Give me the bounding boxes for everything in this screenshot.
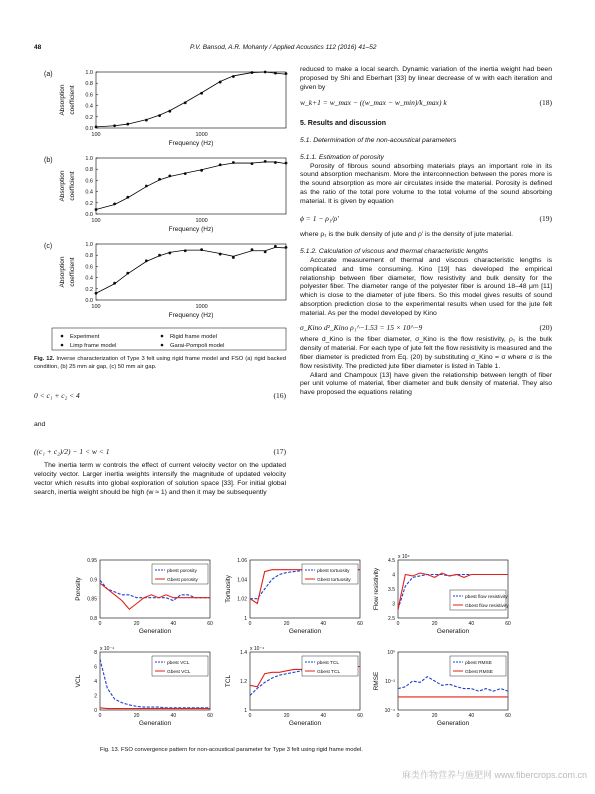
y-tick-label: 0.6 — [85, 264, 93, 271]
paragraph-inertia: The inertia term w controls the effect of current velocity vector on the updated velocity vector. Larger inertia weights intensify the magnitude of updated velocity vector which results into global exploration of solution space [33]. For initial global search, inertia weight should be high (w ≈ 1) and then it may be subsequently — [34, 462, 286, 496]
fig13-panel-0 — [75, 558, 213, 635]
panel-label: (a) — [44, 71, 53, 78]
x-tick-label: 0 — [248, 621, 252, 627]
x-tick-label: 0 — [396, 713, 400, 719]
series-rigid-frame — [96, 247, 286, 293]
y-axis-label: coefficient — [69, 171, 76, 201]
figure-13-svg — [70, 550, 520, 742]
x-tick-label: 40 — [320, 621, 327, 627]
legend-item: pbest tortuosity — [317, 569, 350, 574]
y-axis-label: TCL — [225, 674, 232, 688]
y-tick-label: 0.0 — [85, 126, 93, 132]
x-axis-label: Generation — [288, 628, 322, 635]
y-axis-label: VCL — [75, 674, 82, 688]
x-tick-label: 60 — [505, 713, 511, 719]
section-5-heading: 5. Results and discussion — [300, 120, 386, 128]
right-column — [300, 66, 552, 398]
legend-marker — [161, 335, 164, 338]
x-tick-label: 0 — [396, 621, 400, 627]
paragraph-porosity: Porosity of fibrous sound absorbing materials plays an important role in its sound absorption mechanism. More the interconnection between the pores more is the sound absorption as more air circulates inside the material. Porosity is defined as the ratio of the total pore volume to the total volume of the sound absorbing material. It is given by equation — [300, 162, 552, 205]
x-tick-label: 20 — [431, 621, 438, 627]
x-tick-label: 40 — [468, 621, 475, 627]
y-tick-label: 0.9 — [90, 577, 97, 584]
x-tick-label: 60 — [357, 621, 363, 627]
legend-item: Limp frame model — [70, 343, 117, 349]
figure-12-caption — [34, 356, 286, 371]
y-tick-label: 0.85 — [87, 596, 97, 603]
y-tick-label: 6 — [94, 664, 97, 671]
y-tick-label: 0.95 — [87, 558, 97, 564]
y-tick-label: 0.8 — [85, 253, 93, 260]
legend-item: Gbest RMSE — [465, 670, 493, 675]
equation-16: 0 < c₁ + c₂ < 4 (16) — [34, 391, 286, 400]
x-tick-label: 40 — [320, 713, 327, 719]
y-tick-label: 1.0 — [85, 156, 93, 162]
x-tick-label: 0 — [98, 713, 102, 719]
y-axis-label: Tortuosity — [225, 575, 232, 603]
equation-17: ((c₁ + c₂)/2) − 1 < w < 1 (17) — [34, 446, 286, 456]
exponent-label: x 10⁻⁴ — [250, 646, 265, 652]
legend-item: Gbest porosity — [167, 578, 198, 583]
legend-item: Rigid frame model — [170, 334, 218, 340]
fig12-panel-0 — [44, 70, 287, 147]
text-and: and — [34, 420, 46, 428]
figure-12-svg — [34, 62, 290, 352]
plot-frame — [96, 158, 286, 214]
figure-12-caption-label: Fig. 12. — [34, 356, 55, 362]
x-tick-label: 100 — [91, 304, 101, 310]
y-tick-label: 0.8 — [90, 616, 97, 622]
paragraph-density: where ρ₁ is the bulk density of jute and ρ′ is the density of jute material. — [300, 231, 514, 239]
x-tick-label: 20 — [283, 713, 290, 719]
page-number: 48 — [34, 44, 42, 51]
legend-item: pbest TCL — [317, 661, 340, 666]
fig13-panel-2 — [373, 554, 511, 635]
x-tick-label: 20 — [283, 621, 290, 627]
y-tick-label: 1.04 — [237, 577, 247, 584]
panel-label: (c) — [44, 243, 53, 250]
y-tick-label: 10⁻⁴ — [384, 708, 395, 714]
x-tick-label: 1000 — [195, 304, 208, 310]
x-axis-label: Generation — [436, 720, 470, 727]
data-point-experiment — [184, 249, 187, 252]
y-axis-label: Absorption — [59, 256, 66, 288]
paragraph-kino: Accurate measurement of thermal and viscous characteristic lengths is complicated and time consuming. Kino [19] has developed the empirical relationship between fiber diameter, flow resistivity and bulk density for the polyester fiber. The diameter range of the polyester fiber is around 18–48 μm [11] which is close to the diameter of jute fibers. So this model gives results of sound absorption prediction close to the experimental results when used for the jute felt material. As per the model developed by Kino — [300, 256, 552, 317]
x-tick-label: 60 — [505, 621, 511, 627]
x-tick-label: 60 — [357, 713, 363, 719]
y-tick-label: 4 — [392, 572, 395, 579]
x-tick-label: 60 — [207, 621, 213, 627]
x-tick-label: 20 — [431, 713, 438, 719]
y-tick-label: 0.6 — [85, 178, 93, 185]
fig13-panel-4 — [225, 646, 363, 727]
legend-item: pbest flow resistivity — [465, 595, 508, 600]
legend-item: Experiment — [70, 334, 100, 340]
y-tick-label: 0.4 — [85, 189, 93, 196]
figure-12-caption-text: Inverse characterization of Type 3 felt using rigid frame model and FSO (a) rigid backed condition, (b) 25 mm air gap, (c) 50 mm air gap. — [34, 356, 286, 370]
watermark: 麻类作物营养与施肥网 www.fibercrops.com.cn — [401, 770, 587, 780]
y-tick-label: 2 — [94, 693, 97, 700]
x-tick-label: 1000 — [195, 218, 208, 224]
figure-13 — [70, 550, 520, 742]
x-axis-label: Generation — [138, 720, 172, 727]
legend-item: pbest VCL — [167, 661, 190, 666]
series-rigid-frame — [96, 72, 286, 127]
y-tick-label: 1.4 — [240, 650, 247, 656]
series-rigid-frame — [96, 162, 286, 210]
x-axis-label: Frequency (Hz) — [168, 140, 214, 147]
panel-label: (b) — [44, 157, 53, 164]
y-axis-label: RMSE — [373, 671, 380, 691]
y-axis-label: coefficient — [69, 85, 76, 115]
y-tick-label: 1.0 — [85, 70, 93, 76]
section-5-1-heading: 5.1. Determination of the non-acoustical parameters — [300, 136, 457, 144]
equation-19: ϕ = 1 − ρ₁/ρ′ (19) — [300, 213, 552, 223]
legend-marker — [61, 335, 64, 338]
y-tick-label: 1.2 — [240, 679, 247, 685]
x-tick-label: 60 — [207, 713, 213, 719]
y-axis-label: Absorption — [59, 170, 66, 202]
paragraph-inertia-cont: reduced to make a local search. Dynamic variation of the inertia weight had been proposed by Shi and Eberhart [33] by linear decrease of w with each iteration and given by — [300, 66, 552, 91]
y-tick-label: 0.2 — [85, 200, 93, 207]
y-tick-label: 1 — [244, 708, 247, 714]
y-tick-label: 0.6 — [85, 92, 93, 99]
y-tick-label: 1.0 — [85, 242, 93, 248]
equation-20: σ_Kino d²_Kino ρ₁^−1.53 = 15 × 10^−9 (20) — [300, 322, 552, 332]
legend-marker — [61, 344, 64, 347]
y-tick-label: 0.8 — [85, 167, 93, 174]
y-axis-label: Porosity — [75, 577, 82, 601]
y-tick-label: 1.06 — [237, 558, 247, 564]
y-axis-label: coefficient — [69, 257, 76, 287]
y-tick-label: 2.5 — [388, 616, 395, 622]
legend-item: Garai-Pompoli model — [170, 343, 225, 349]
x-tick-label: 0 — [98, 621, 102, 627]
x-tick-label: 40 — [170, 713, 177, 719]
y-axis-label: Flow resistivity — [373, 567, 380, 611]
running-head: P.V. Bansod, A.R. Mohanty / Applied Acoustics 112 (2016) 41–52 — [190, 44, 377, 51]
y-tick-label: 0.8 — [85, 81, 93, 88]
x-tick-label: 40 — [468, 713, 475, 719]
x-axis-label: Frequency (Hz) — [168, 312, 214, 319]
legend-item: Gbest flow resistivity — [465, 604, 509, 609]
y-tick-label: 0.4 — [85, 103, 93, 110]
fig13-panel-5 — [373, 650, 511, 727]
fig13-panel-3 — [75, 646, 213, 727]
fig12-panel-2 — [44, 242, 287, 319]
figure-13-caption: Fig. 13. FSO convergence pattern for non-acoustical parameter for Type 3 felt using rigid frame model. — [100, 747, 363, 753]
y-axis-label: Absorption — [59, 84, 66, 116]
data-point-experiment — [285, 246, 288, 249]
x-tick-label: 20 — [133, 713, 140, 719]
x-axis-label: Generation — [138, 628, 172, 635]
y-tick-label: 4 — [94, 679, 97, 685]
y-tick-label: 4.5 — [388, 558, 395, 564]
y-tick-label: 3.5 — [388, 587, 395, 593]
y-tick-label: 0.0 — [85, 212, 93, 218]
left-column — [34, 392, 286, 498]
x-tick-label: 100 — [91, 132, 101, 138]
paragraph-allard: Allard and Champoux [13] have given the relationship between length of fiber per unit volume of material, fiber diameter and bulk density of material. They also have proposed the equations relating — [300, 371, 552, 397]
fig12-legend — [52, 328, 286, 350]
y-tick-label: 0 — [94, 708, 97, 714]
legend-item: pbest RMSE — [465, 661, 492, 666]
y-tick-label: 0.4 — [85, 275, 93, 282]
y-tick-label: 0.0 — [85, 298, 93, 304]
exponent-label: x 10⁴ — [398, 554, 410, 560]
x-tick-label: 0 — [248, 713, 252, 719]
x-axis-label: Generation — [288, 720, 322, 727]
legend-item: Gbest tortuosity — [317, 578, 351, 583]
fig12-panel-1 — [44, 156, 287, 233]
y-tick-label: 1.02 — [237, 596, 247, 603]
y-tick-label: 0.2 — [85, 286, 93, 293]
y-tick-label: 0.2 — [85, 114, 93, 121]
legend-item: Gbest VCL — [167, 670, 191, 675]
data-point-experiment — [285, 72, 288, 75]
exponent-label: x 10⁻⁴ — [100, 646, 115, 652]
x-tick-label: 1000 — [195, 132, 208, 138]
equation-18: w_k+1 = w_max − ((w_max − w_min)/k_max) k (18) — [300, 98, 552, 108]
y-tick-label: 3 — [392, 601, 395, 608]
section-5-1-1-heading: 5.1.1. Estimation of porosity — [300, 153, 384, 161]
plot-frame — [96, 72, 286, 128]
paragraph-fiber-diameter: where d_Kino is the fiber diameter, σ_Kino is the flow resistivity, ρ₁ is the bulk density of material. For each type of jute felt the flow resistivity is measured and the fiber diameter is predicted from Eq. (20) by substituting σ_Kino = σ where σ is the flow resistivity. The predicted jute fiber diameter is listed in Table 1. — [300, 336, 552, 370]
y-tick-label: 10⁻² — [385, 679, 395, 685]
y-tick-label: 1 — [244, 616, 247, 622]
section-5-1-2-heading: 5.1.2. Calculation of viscous and thermal characteristic lengths — [300, 248, 489, 256]
x-tick-label: 20 — [133, 621, 140, 627]
legend-item: Gbest TCL — [317, 670, 341, 675]
x-axis-label: Generation — [436, 628, 470, 635]
plot-frame — [96, 244, 286, 300]
x-tick-label: 40 — [170, 621, 177, 627]
x-tick-label: 100 — [91, 218, 101, 224]
figure-12 — [34, 62, 290, 352]
y-tick-label: 10⁰ — [387, 650, 395, 656]
x-axis-label: Frequency (Hz) — [168, 226, 214, 233]
legend-item: pbest porosity — [167, 569, 197, 574]
fig13-panel-1 — [225, 558, 363, 635]
legend-marker — [161, 344, 164, 347]
y-tick-label: 8 — [94, 650, 97, 656]
